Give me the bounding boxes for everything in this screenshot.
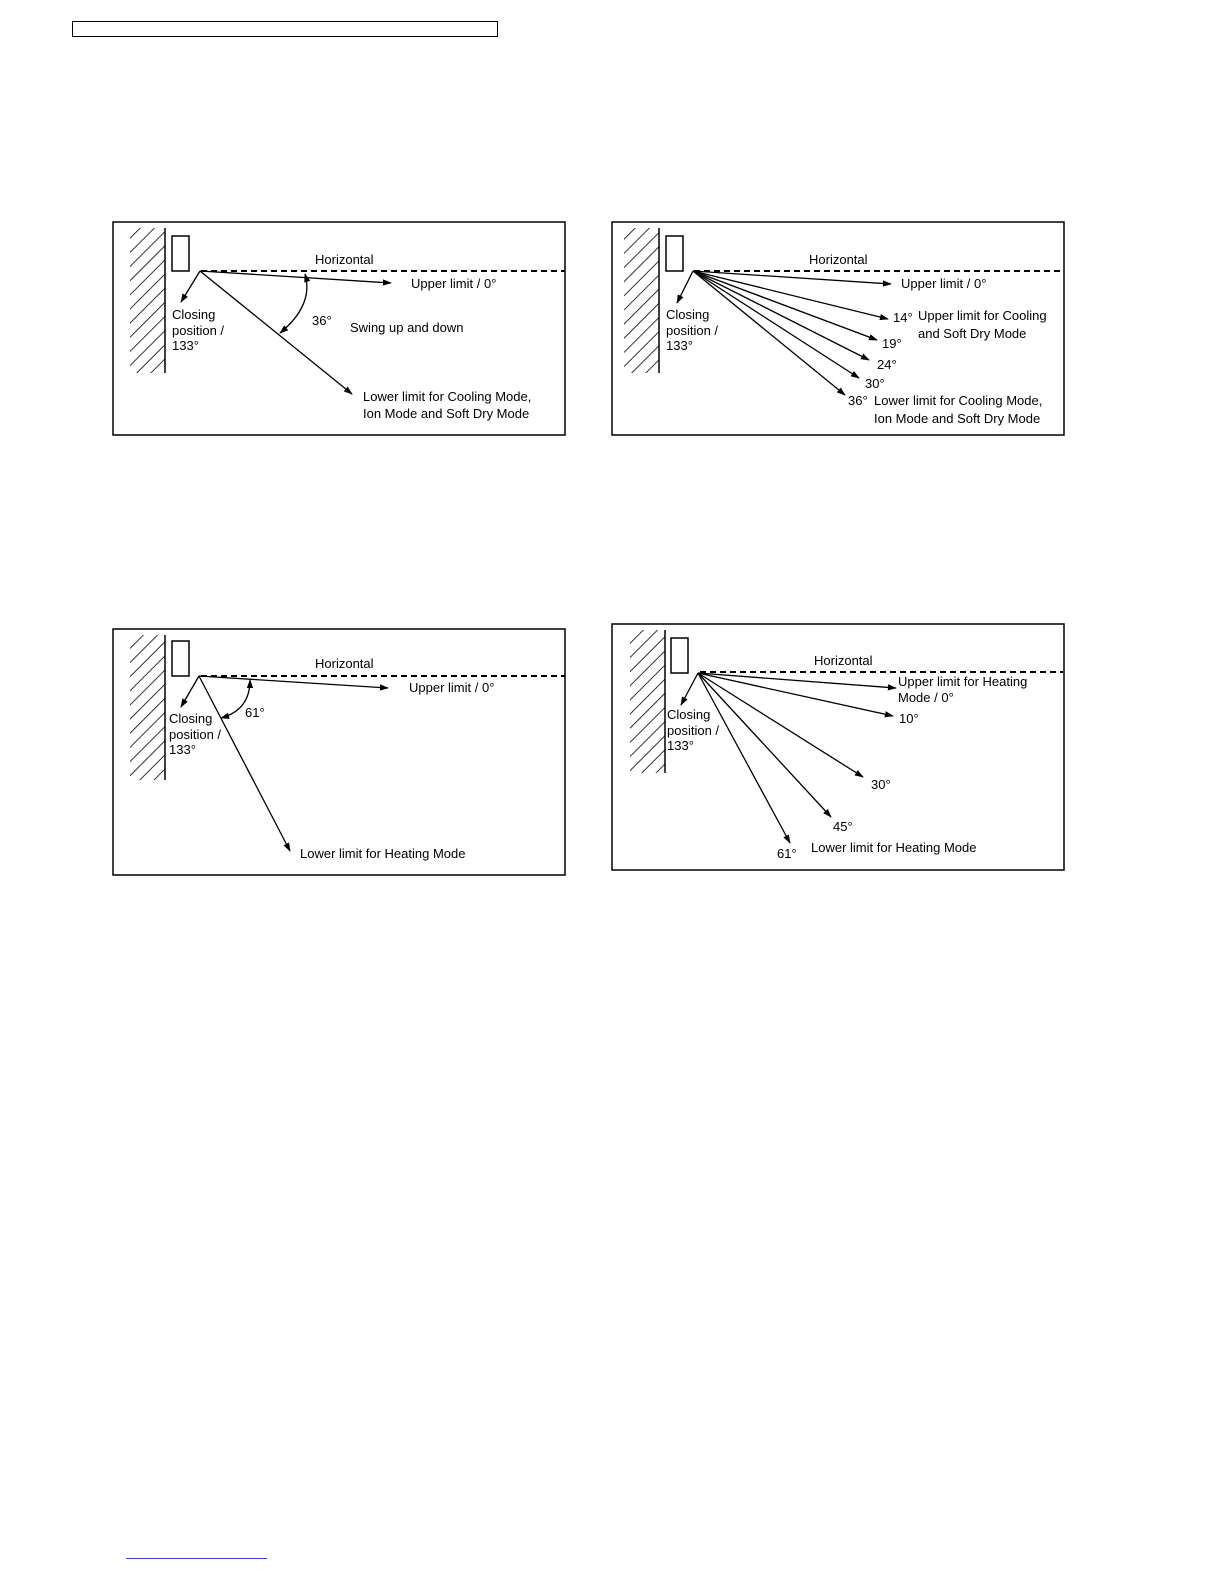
closing-label-2: position / [172, 323, 225, 338]
angle-label-45: 45° [833, 819, 853, 834]
angle-label-30: 30° [871, 777, 891, 792]
lower-limit-label-2: Ion Mode and Soft Dry Mode [363, 406, 530, 421]
closing-label-3: 133° [666, 338, 693, 353]
unit-icon [172, 641, 189, 676]
diagram-heat-steps [612, 624, 1064, 870]
upper-arrow [200, 271, 391, 283]
closing-arrow [677, 271, 693, 303]
step-arrow-10 [698, 673, 893, 716]
closing-label-1: Closing [172, 307, 216, 322]
upper-limit-label-2: Mode / 0° [898, 690, 954, 705]
unit-icon [172, 236, 189, 271]
angle-label-30: 30° [865, 376, 885, 391]
angle-label-61: 61° [777, 846, 797, 861]
lower-limit-label-1: Lower limit for Cooling Mode, [363, 389, 532, 404]
angle-label-24: 24° [877, 357, 897, 372]
horizontal-label: Horizontal [315, 656, 374, 671]
angle-label: 61° [245, 705, 265, 720]
lower-limit-label: Lower limit for Heating Mode [811, 840, 977, 855]
closing-label-3: 133° [169, 742, 196, 757]
unit-icon [671, 638, 688, 673]
unit-icon [666, 236, 683, 271]
closing-label-1: Closing [667, 707, 711, 722]
closing-label-1: Closing [169, 711, 213, 726]
wall-hatch [624, 228, 659, 373]
lower-limit-label-2: Ion Mode and Soft Dry Mode [874, 411, 1041, 426]
lower-limit-label: Lower limit for Heating Mode [300, 846, 466, 861]
swing-label: Swing up and down [350, 320, 464, 335]
closing-label-3: 133° [667, 738, 694, 753]
closing-label-3: 133° [172, 338, 199, 353]
diagram-heat-swing [113, 629, 565, 875]
wall-hatch [130, 635, 165, 780]
closing-label-1: Closing [666, 307, 710, 322]
step-arrow-24 [693, 271, 869, 360]
diagram-cool-swing [113, 222, 565, 435]
closing-label-2: position / [667, 723, 720, 738]
upper-limit-label: Upper limit / 0° [409, 680, 495, 695]
upper-cool-label-2: and Soft Dry Mode [918, 326, 1027, 341]
upper-limit-label-1: Upper limit for Heating [898, 674, 1028, 689]
upper-arrow [698, 673, 896, 688]
diagram-cool-steps [612, 222, 1064, 435]
upper-limit-label: Upper limit / 0° [411, 276, 497, 291]
angle-arc [280, 274, 307, 333]
horizontal-label: Horizontal [809, 252, 868, 267]
angle-label-36: 36° [848, 393, 868, 408]
closing-label-2: position / [169, 727, 222, 742]
lower-limit-label-1: Lower limit for Cooling Mode, [874, 393, 1043, 408]
closing-arrow [181, 676, 199, 707]
angle-label-19: 19° [882, 336, 902, 351]
angle-label-14: 14° [893, 310, 913, 325]
wall-hatch [630, 630, 665, 773]
upper-arrow [199, 676, 388, 688]
wall-hatch [130, 228, 165, 373]
closing-label-2: position / [666, 323, 719, 338]
horizontal-label: Horizontal [315, 252, 374, 267]
angle-label-10: 10° [899, 711, 919, 726]
angle-label: 36° [312, 313, 332, 328]
upper-limit-label: Upper limit / 0° [901, 276, 987, 291]
upper-cool-label-1: Upper limit for Cooling [918, 308, 1047, 323]
closing-arrow [681, 673, 698, 705]
closing-arrow [181, 271, 200, 302]
horizontal-label: Horizontal [814, 653, 873, 668]
